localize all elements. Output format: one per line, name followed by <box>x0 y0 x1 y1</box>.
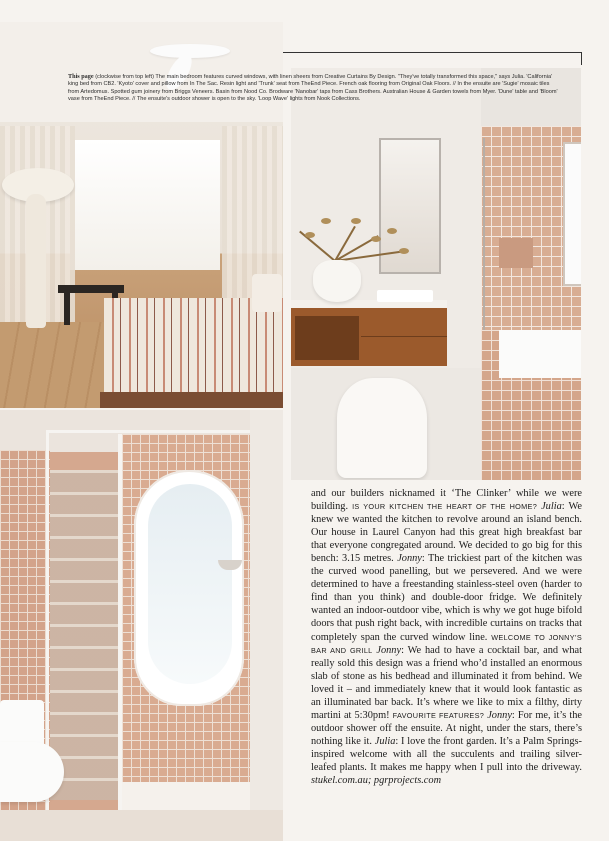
text-run: : I love the front garden. It’s a Palm Springs-inspired welcome with all the succulents and trailing silver-leafed plants. It makes me happy when I pull into the driveway. <box>311 735 582 773</box>
text-run: : We knew we wanted the kitchen to revolve around an island bench. Our house in Laurel Canyon had this great high breakfast bar that everyone congregated around. We decided to go big for this bench: 3.15 metres. <box>311 501 582 565</box>
ensuite-vanity-photo <box>291 68 581 480</box>
outdoor-shower-photo <box>0 410 283 841</box>
speaker-name: Julia <box>541 501 562 513</box>
question-heading: IS YOUR KITCHEN THE HEART OF THE HOME? <box>352 502 538 512</box>
speaker-name: Jonny <box>376 644 402 656</box>
photo-caption <box>68 73 558 104</box>
top-rule <box>283 52 581 53</box>
text-run: : For me, it’s the outdoor shower off the ensuite. At night, under the stars, there’s nothing like it. <box>311 709 583 747</box>
article-paragraph <box>311 487 582 787</box>
text-run: : We had to have a cocktail bar, and what really sold this design was a friend who’d installed an enormous slab of stone as his bedhead and illuminated it from behind. We loved it – and immediately knew that it would look fantastic as an illuminated bar back. It’s where we like to mix a filthy, dirty martini at 5:30pm! <box>311 644 582 721</box>
question-heading: WELCOME TO JONNY’S BAR AND GRILL <box>311 632 582 655</box>
speaker-name: Jonny <box>397 553 422 565</box>
article-body <box>311 487 582 787</box>
speaker-name: Jonny <box>487 709 512 721</box>
speaker-name: Julia <box>374 735 396 747</box>
text-run: : The trickiest part of the kitchen was the curved wood panelling, but we persevered. And we were determined to have a freestanding stainless-steel oven (harder to find than you think) and double-door fridge. We definitely wanted an indoor-outdoor vibe, which is why we got huge bifold doors that push right back, with incredible curtains on tracks that completely span the curved window line. <box>311 553 582 643</box>
caption-lead: This page <box>68 73 94 80</box>
source-links: stukel.com.au; pgrprojects.com <box>311 775 442 787</box>
text-run: and our builders nicknamed it ‘The Clinker’ while we were building. <box>311 488 582 513</box>
caption-direction: (clockwise from top left) <box>95 74 154 80</box>
caption-body: The main bedroom features curved windows, with linen sheers from Creative Curtains By Design. "They've totally transformed this space," says Julia. 'California' king bed from CB2. 'Kyoto' cover and pillow from In The Sac. Resin light and 'Trunk' seat from TheEnd Piece. French oak flooring from Original Oak Floors. // In the ensuite are 'Sugie' mosaic tiles from Artedomus. Spotted gum joinery from Briggs Veneers. Basin from Nood Co. Brodware 'Nanobar' taps from Cass Brothers. Australian House & Garden towels from Myer. 'Dune' table and 'Bloom' vase from TheEnd Piece. // The ensuite's outdoor shower is open to the sky. 'Loop Wave' lights from Nook Collections. <box>68 74 558 103</box>
side-rule <box>581 52 582 65</box>
question-heading: FAVOURITE FEATURES? <box>392 710 485 720</box>
